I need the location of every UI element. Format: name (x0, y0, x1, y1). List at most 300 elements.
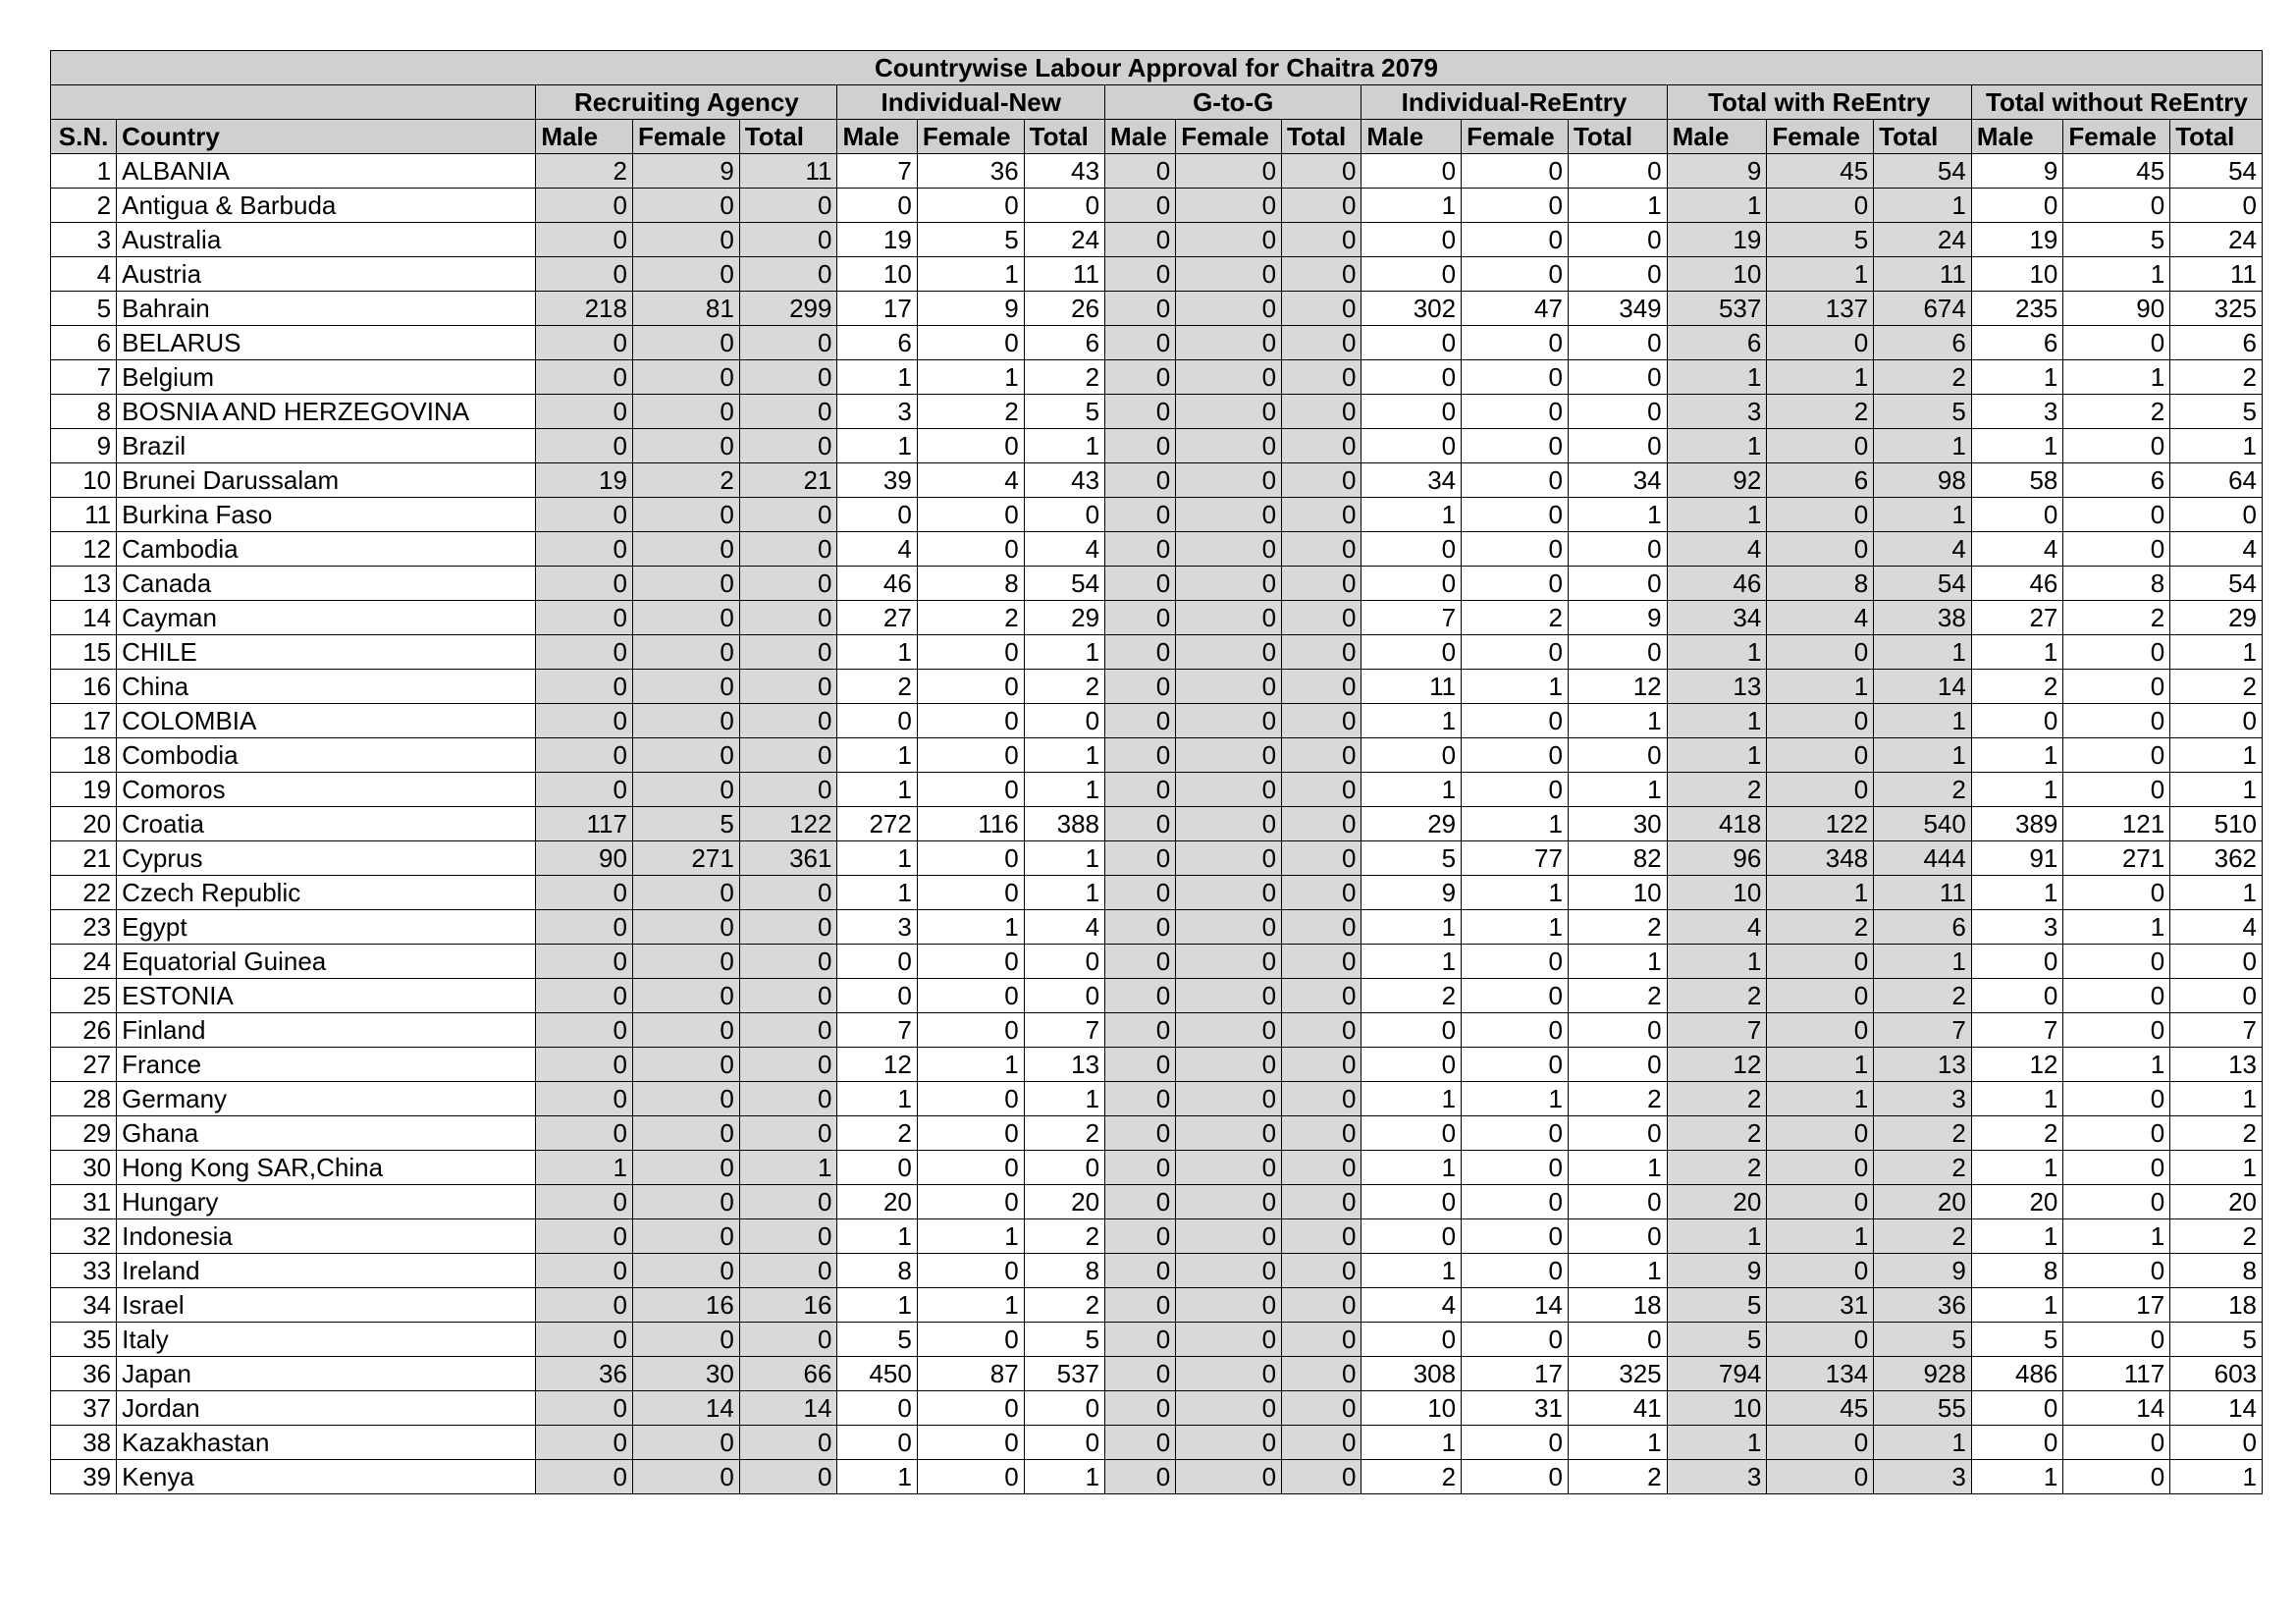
cell-total: 0 (1282, 154, 1362, 189)
cell-male: 90 (536, 841, 633, 876)
row-sn: 3 (51, 223, 117, 257)
cell-male: 0 (1105, 326, 1176, 360)
table-row (51, 1426, 2263, 1460)
cell-female: 137 (1767, 292, 1874, 326)
cell-male: 7 (837, 154, 917, 189)
cell-total: 0 (739, 1219, 837, 1254)
cell-total: 54 (1024, 567, 1104, 601)
cell-female: 1 (1462, 910, 1569, 945)
cell-male: 0 (536, 1426, 633, 1460)
cell-female: 0 (1176, 670, 1282, 704)
table-row (51, 189, 2263, 223)
cell-male: 4 (837, 532, 917, 567)
row-sn: 15 (51, 635, 117, 670)
cell-male: 7 (1971, 1013, 2063, 1048)
row-country: Jordan (117, 1391, 536, 1426)
cell-male: 1 (1971, 1082, 2063, 1116)
cell-total: 1 (1024, 635, 1104, 670)
cell-male: 0 (536, 704, 633, 738)
row-sn: 27 (51, 1048, 117, 1082)
cell-total: 5 (1024, 395, 1104, 429)
row-sn: 5 (51, 292, 117, 326)
cell-male: 450 (837, 1357, 917, 1391)
cell-female: 121 (2063, 807, 2170, 841)
cell-male: 0 (1362, 738, 1462, 773)
cell-total: 0 (1282, 738, 1362, 773)
cell-female: 2 (1767, 910, 1874, 945)
cell-female: 0 (1462, 1254, 1569, 1288)
cell-total: 12 (1568, 670, 1667, 704)
cell-male: 0 (1105, 807, 1176, 841)
table-row (51, 876, 2263, 910)
cell-male: 2 (1362, 1460, 1462, 1494)
table-row (51, 1116, 2263, 1151)
cell-total: 0 (1282, 257, 1362, 292)
cell-female: 0 (1176, 292, 1282, 326)
cell-female: 14 (1462, 1288, 1569, 1323)
cell-male: 9 (1667, 1254, 1767, 1288)
cell-male: 7 (837, 1013, 917, 1048)
cell-total: 0 (739, 532, 837, 567)
column-header-total: Total (2170, 120, 2263, 154)
cell-total: 2 (1568, 1082, 1667, 1116)
cell-total: 11 (1874, 876, 1972, 910)
group-header-individual-new: Individual-New (837, 85, 1105, 120)
cell-male: 92 (1667, 463, 1767, 498)
cell-female: 45 (2063, 154, 2170, 189)
cell-male: 2 (1667, 1082, 1767, 1116)
cell-total: 0 (739, 326, 837, 360)
group-header-individual-reentry: Individual-ReEntry (1362, 85, 1667, 120)
cell-male: 0 (536, 738, 633, 773)
cell-female: 271 (632, 841, 739, 876)
row-sn: 39 (51, 1460, 117, 1494)
cell-male: 0 (536, 326, 633, 360)
cell-male: 0 (536, 429, 633, 463)
cell-male: 0 (1105, 945, 1176, 979)
cell-total: 43 (1024, 463, 1104, 498)
cell-total: 0 (1282, 1048, 1362, 1082)
cell-male: 1 (1667, 360, 1767, 395)
cell-female: 348 (1767, 841, 1874, 876)
cell-total: 1 (1874, 945, 1972, 979)
cell-female: 0 (2063, 1323, 2170, 1357)
cell-total: 98 (1874, 463, 1972, 498)
cell-female: 122 (1767, 807, 1874, 841)
cell-male: 1 (1362, 910, 1462, 945)
cell-total: 1 (2170, 738, 2263, 773)
cell-male: 1 (837, 773, 917, 807)
cell-male: 0 (837, 704, 917, 738)
cell-total: 0 (739, 773, 837, 807)
cell-female: 0 (632, 738, 739, 773)
cell-female: 0 (2063, 1151, 2170, 1185)
cell-female: 0 (917, 1013, 1024, 1048)
cell-total: 1 (1024, 1082, 1104, 1116)
row-country: Burkina Faso (117, 498, 536, 532)
cell-total: 2 (1874, 1151, 1972, 1185)
column-header-female: Female (1462, 120, 1569, 154)
cell-total: 1 (2170, 635, 2263, 670)
row-sn: 33 (51, 1254, 117, 1288)
cell-male: 0 (536, 1082, 633, 1116)
table-row (51, 1082, 2263, 1116)
cell-total: 0 (1568, 395, 1667, 429)
column-header-female: Female (2063, 120, 2170, 154)
row-country: Cayman (117, 601, 536, 635)
cell-total: 0 (739, 1013, 837, 1048)
row-sn: 18 (51, 738, 117, 773)
cell-male: 2 (1667, 1151, 1767, 1185)
cell-female: 0 (1462, 395, 1569, 429)
cell-male: 1 (1362, 1151, 1462, 1185)
cell-female: 0 (2063, 876, 2170, 910)
cell-female: 0 (1176, 1426, 1282, 1460)
cell-female: 6 (2063, 463, 2170, 498)
cell-total: 1 (1874, 738, 1972, 773)
cell-male: 0 (1971, 704, 2063, 738)
cell-male: 0 (536, 1460, 633, 1494)
cell-total: 13 (1024, 1048, 1104, 1082)
cell-total: 24 (1024, 223, 1104, 257)
cell-total: 2 (2170, 670, 2263, 704)
cell-total: 0 (1282, 704, 1362, 738)
cell-total: 2 (1874, 1219, 1972, 1254)
cell-female: 0 (632, 1082, 739, 1116)
cell-total: 0 (1568, 1116, 1667, 1151)
table-row (51, 1391, 2263, 1426)
table-row (51, 635, 2263, 670)
cell-female: 1 (1767, 876, 1874, 910)
cell-male: 0 (536, 223, 633, 257)
cell-female: 0 (917, 429, 1024, 463)
cell-male: 0 (1971, 498, 2063, 532)
cell-male: 36 (536, 1357, 633, 1391)
cell-total: 16 (739, 1288, 837, 1323)
row-country: ESTONIA (117, 979, 536, 1013)
cell-total: 7 (2170, 1013, 2263, 1048)
cell-male: 3 (837, 395, 917, 429)
cell-female: 0 (917, 1460, 1024, 1494)
cell-male: 0 (1105, 979, 1176, 1013)
cell-male: 0 (1105, 704, 1176, 738)
cell-female: 0 (2063, 1426, 2170, 1460)
cell-total: 2 (1568, 1460, 1667, 1494)
cell-total: 0 (1024, 704, 1104, 738)
cell-female: 0 (1462, 429, 1569, 463)
cell-female: 0 (2063, 670, 2170, 704)
cell-female: 0 (917, 670, 1024, 704)
cell-total: 1 (739, 1151, 837, 1185)
cell-total: 26 (1024, 292, 1104, 326)
cell-male: 46 (1667, 567, 1767, 601)
cell-total: 0 (1568, 1048, 1667, 1082)
cell-total: 0 (1024, 189, 1104, 223)
cell-total: 8 (2170, 1254, 2263, 1288)
cell-total: 11 (739, 154, 837, 189)
cell-total: 0 (1282, 773, 1362, 807)
cell-total: 5 (2170, 1323, 2263, 1357)
cell-total: 5 (2170, 395, 2263, 429)
cell-female: 0 (1176, 1254, 1282, 1288)
cell-female: 1 (1767, 1048, 1874, 1082)
cell-male: 1 (1971, 773, 2063, 807)
cell-male: 1 (1971, 1460, 2063, 1494)
cell-female: 0 (917, 498, 1024, 532)
cell-total: 0 (1568, 360, 1667, 395)
cell-male: 0 (1105, 1013, 1176, 1048)
cell-total: 0 (2170, 704, 2263, 738)
cell-female: 0 (1462, 1219, 1569, 1254)
cell-total: 0 (739, 1426, 837, 1460)
cell-total: 14 (1874, 670, 1972, 704)
table-row (51, 1219, 2263, 1254)
cell-female: 0 (2063, 498, 2170, 532)
cell-male: 0 (837, 945, 917, 979)
cell-female: 0 (917, 841, 1024, 876)
cell-female: 0 (1462, 945, 1569, 979)
cell-total: 0 (1282, 395, 1362, 429)
table-row (51, 395, 2263, 429)
cell-female: 0 (1462, 1426, 1569, 1460)
cell-total: 1 (2170, 1082, 2263, 1116)
row-country: Czech Republic (117, 876, 536, 910)
cell-female: 0 (632, 223, 739, 257)
cell-male: 1 (837, 1288, 917, 1323)
cell-total: 14 (2170, 1391, 2263, 1426)
cell-female: 0 (1462, 738, 1569, 773)
row-country: France (117, 1048, 536, 1082)
cell-total: 2 (1874, 1116, 1972, 1151)
cell-total: 6 (1874, 326, 1972, 360)
cell-male: 9 (1971, 154, 2063, 189)
cell-male: 3 (1971, 395, 2063, 429)
table-row (51, 704, 2263, 738)
cell-total: 1 (1568, 704, 1667, 738)
cell-male: 1 (1362, 704, 1462, 738)
cell-male: 1 (1667, 704, 1767, 738)
cell-total: 54 (2170, 154, 2263, 189)
cell-total: 4 (1024, 910, 1104, 945)
cell-total: 0 (739, 1082, 837, 1116)
cell-female: 0 (1176, 1185, 1282, 1219)
cell-male: 0 (1105, 876, 1176, 910)
row-country: Belgium (117, 360, 536, 395)
cell-female: 0 (1462, 1460, 1569, 1494)
table-row (51, 292, 2263, 326)
cell-female: 8 (1767, 567, 1874, 601)
cell-female: 0 (1176, 704, 1282, 738)
cell-male: 1 (1667, 738, 1767, 773)
cell-male: 27 (837, 601, 917, 635)
cell-female: 0 (917, 1323, 1024, 1357)
row-country: Israel (117, 1288, 536, 1323)
cell-female: 0 (2063, 704, 2170, 738)
column-header-total: Total (1874, 120, 1972, 154)
cell-total: 11 (1024, 257, 1104, 292)
row-country: Brunei Darussalam (117, 463, 536, 498)
cell-male: 1 (1971, 1151, 2063, 1185)
cell-total: 6 (2170, 326, 2263, 360)
cell-male: 1 (1362, 1254, 1462, 1288)
cell-male: 0 (1362, 360, 1462, 395)
cell-female: 1 (2063, 257, 2170, 292)
cell-total: 66 (739, 1357, 837, 1391)
cell-male: 794 (1667, 1357, 1767, 1391)
cell-female: 0 (632, 1185, 739, 1219)
cell-male: 0 (1105, 223, 1176, 257)
cell-male: 0 (1362, 223, 1462, 257)
cell-male: 2 (1971, 1116, 2063, 1151)
cell-male: 0 (536, 1391, 633, 1426)
group-header-total-with-reentry: Total with ReEntry (1667, 85, 1971, 120)
table-row (51, 257, 2263, 292)
row-sn: 13 (51, 567, 117, 601)
cell-female: 0 (1176, 360, 1282, 395)
cell-female: 0 (1176, 189, 1282, 223)
cell-male: 0 (1362, 1116, 1462, 1151)
cell-female: 0 (632, 326, 739, 360)
cell-female: 0 (1176, 945, 1282, 979)
table-row (51, 154, 2263, 189)
cell-total: 1 (1568, 1426, 1667, 1460)
row-country: BELARUS (117, 326, 536, 360)
cell-female: 1 (1767, 360, 1874, 395)
cell-female: 0 (2063, 945, 2170, 979)
column-header-sn: S.N. (51, 120, 117, 154)
cell-male: 5 (1362, 841, 1462, 876)
cell-female: 16 (632, 1288, 739, 1323)
cell-female: 0 (632, 1151, 739, 1185)
row-country: Austria (117, 257, 536, 292)
row-sn: 20 (51, 807, 117, 841)
cell-female: 0 (1176, 567, 1282, 601)
cell-female: 0 (1462, 326, 1569, 360)
cell-female: 5 (2063, 223, 2170, 257)
cell-male: 0 (1105, 1116, 1176, 1151)
cell-male: 1 (1971, 876, 2063, 910)
cell-total: 18 (1568, 1288, 1667, 1323)
cell-male: 5 (1667, 1288, 1767, 1323)
cell-male: 1 (1971, 635, 2063, 670)
cell-female: 31 (1767, 1288, 1874, 1323)
cell-female: 0 (917, 189, 1024, 223)
cell-male: 0 (1105, 670, 1176, 704)
cell-total: 38 (1874, 601, 1972, 635)
cell-total: 0 (739, 1254, 837, 1288)
row-country: Canada (117, 567, 536, 601)
cell-total: 2 (1874, 773, 1972, 807)
cell-male: 0 (837, 979, 917, 1013)
cell-total: 0 (739, 429, 837, 463)
cell-male: 1 (1362, 189, 1462, 223)
row-sn: 6 (51, 326, 117, 360)
row-country: Germany (117, 1082, 536, 1116)
cell-female: 0 (1462, 1323, 1569, 1357)
cell-male: 10 (1362, 1391, 1462, 1426)
cell-female: 0 (917, 1391, 1024, 1426)
cell-male: 2 (536, 154, 633, 189)
row-country: Australia (117, 223, 536, 257)
row-country: Ireland (117, 1254, 536, 1288)
row-country: Cyprus (117, 841, 536, 876)
cell-female: 1 (2063, 1048, 2170, 1082)
cell-total: 2 (2170, 1219, 2263, 1254)
cell-female: 0 (632, 635, 739, 670)
cell-total: 0 (1568, 257, 1667, 292)
column-header-male: Male (1971, 120, 2063, 154)
column-header-female: Female (1767, 120, 1874, 154)
cell-total: 1 (1024, 1460, 1104, 1494)
cell-female: 1 (1767, 1219, 1874, 1254)
cell-total: 0 (1282, 876, 1362, 910)
cell-male: 0 (536, 979, 633, 1013)
row-country: Hong Kong SAR,China (117, 1151, 536, 1185)
cell-total: 362 (2170, 841, 2263, 876)
cell-total: 0 (739, 1116, 837, 1151)
cell-female: 0 (1176, 910, 1282, 945)
cell-male: 10 (837, 257, 917, 292)
cell-female: 0 (1176, 635, 1282, 670)
row-country: Finland (117, 1013, 536, 1048)
cell-total: 0 (739, 395, 837, 429)
cell-female: 0 (1767, 635, 1874, 670)
cell-total: 14 (739, 1391, 837, 1426)
cell-total: 0 (1282, 601, 1362, 635)
cell-female: 0 (1767, 429, 1874, 463)
row-sn: 10 (51, 463, 117, 498)
cell-total: 0 (1282, 910, 1362, 945)
cell-total: 603 (2170, 1357, 2263, 1391)
column-header-male: Male (1105, 120, 1176, 154)
row-country: Antigua & Barbuda (117, 189, 536, 223)
table-row (51, 1185, 2263, 1219)
cell-total: 1 (1568, 1254, 1667, 1288)
cell-total: 36 (1874, 1288, 1972, 1323)
table-row (51, 773, 2263, 807)
cell-female: 0 (1176, 773, 1282, 807)
cell-male: 0 (837, 1426, 917, 1460)
cell-total: 20 (1024, 1185, 1104, 1219)
cell-total: 1 (1024, 876, 1104, 910)
cell-male: 5 (1971, 1323, 2063, 1357)
cell-male: 3 (1971, 910, 2063, 945)
cell-total: 55 (1874, 1391, 1972, 1426)
cell-female: 14 (632, 1391, 739, 1426)
cell-total: 674 (1874, 292, 1972, 326)
cell-total: 299 (739, 292, 837, 326)
cell-total: 0 (1024, 498, 1104, 532)
cell-female: 0 (1176, 876, 1282, 910)
column-header-total: Total (1568, 120, 1667, 154)
cell-female: 1 (917, 1288, 1024, 1323)
cell-male: 17 (837, 292, 917, 326)
cell-male: 0 (1105, 1323, 1176, 1357)
cell-male: 4 (1667, 910, 1767, 945)
cell-total: 0 (1024, 1151, 1104, 1185)
cell-total: 10 (1568, 876, 1667, 910)
cell-total: 1 (1874, 704, 1972, 738)
cell-female: 0 (632, 601, 739, 635)
cell-female: 0 (1176, 1357, 1282, 1391)
cell-total: 64 (2170, 463, 2263, 498)
cell-male: 308 (1362, 1357, 1462, 1391)
cell-female: 0 (2063, 429, 2170, 463)
row-sn: 8 (51, 395, 117, 429)
cell-male: 5 (837, 1323, 917, 1357)
cell-total: 54 (1874, 154, 1972, 189)
cell-female: 87 (917, 1357, 1024, 1391)
